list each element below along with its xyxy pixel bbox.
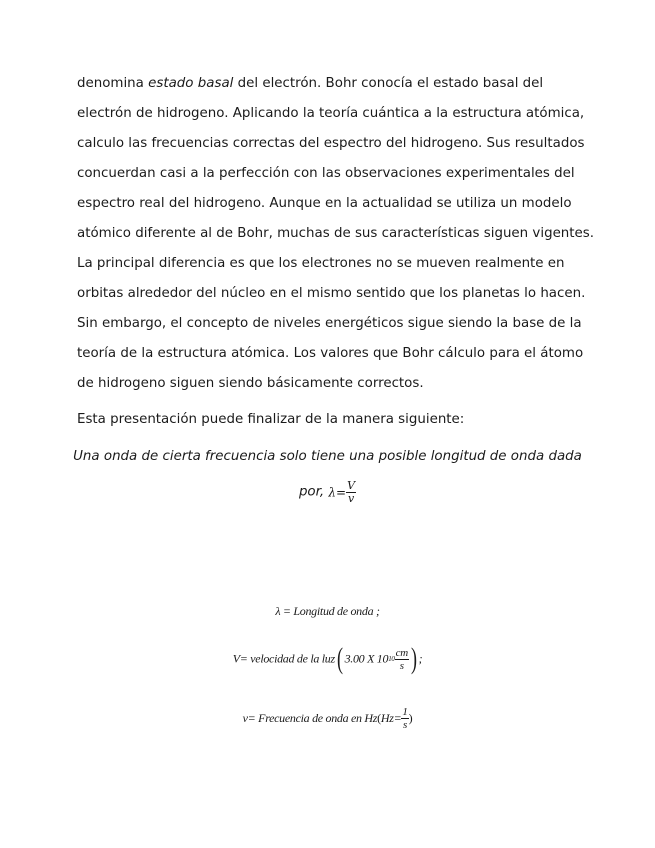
paragraph-line-3: calculo las frecuencias correctas del espectro del hidrogeno. Sus resultados: [77, 136, 585, 151]
text-run: del electrón. Bohr conocía el estado basal del: [233, 76, 544, 91]
paragraph-line-4: concuerdan casi a la perfección con las observaciones experimentales del: [77, 166, 575, 181]
paragraph-line-11: de hidrogeno siguen siendo básicamente correctos.: [77, 376, 424, 391]
close-paren-small: ): [408, 711, 413, 725]
close-paren: ): [410, 642, 417, 675]
frequency-inner: Hz=: [380, 711, 402, 725]
frequency-denominator: s: [403, 719, 408, 731]
unit-denominator: s: [399, 659, 404, 672]
open-paren: (: [336, 642, 343, 675]
statement-prefix: por,: [298, 484, 329, 500]
paragraph-line-10: teoría de la estructura atómica. Los valores que Bohr cálculo para el átomo: [77, 346, 584, 361]
frequency-definition: [0, 706, 655, 731]
velocity-suffix: ;: [418, 651, 423, 666]
wavelength-fraction: [346, 480, 356, 505]
text-run: denomina: [77, 76, 149, 91]
statement-line-2: [0, 480, 655, 505]
paragraph-line-1: [77, 76, 543, 92]
unit-numerator: cm: [395, 646, 408, 659]
fraction-numerator: V: [347, 479, 356, 492]
paragraph-line-9: Sin embargo, el concepto de niveles energéticos sigue siendo la base de la: [77, 316, 582, 331]
lambda-definition: λ = Longitud de onda ;: [275, 604, 380, 618]
paragraph-line-2: electrón de hidrogeno. Aplicando la teoría cuántica a la estructura atómica,: [77, 106, 585, 121]
emphasis-term: estado basal: [148, 76, 234, 91]
velocity-exponent: 10: [388, 655, 395, 663]
paragraph-line-5: espectro real del hidrogeno. Aunque en la actualidad se utiliza un modelo: [77, 196, 572, 211]
intro-line: Esta presentación puede finalizar de la manera siguiente:: [77, 412, 465, 427]
frequency-numerator: 1: [402, 706, 408, 718]
frequency-fraction: [401, 706, 408, 731]
frequency-label: v= Frecuencia de onda en Hz: [242, 711, 378, 725]
statement-line-1: Una onda de cierta frecuencia solo tiene una posible longitud de onda dada: [73, 449, 582, 464]
paragraph-line-8: orbitas alrededor del núcleo en el mismo sentido que los planetas lo hacen.: [77, 286, 586, 301]
velocity-definition: [0, 644, 655, 674]
velocity-value: 3.00 X 10: [344, 651, 389, 666]
open-paren-small: (: [377, 711, 381, 725]
lambda-symbol: λ=: [328, 485, 347, 500]
fraction-denominator: v: [347, 492, 355, 505]
paragraph-line-7: La principal diferencia es que los electrones no se mueven realmente en: [77, 256, 565, 271]
velocity-unit-fraction: [395, 647, 409, 672]
paragraph-line-6: atómico diferente al de Bohr, muchas de sus características siguen vigentes.: [77, 226, 595, 241]
velocity-label: V= velocidad de la luz: [232, 651, 335, 666]
